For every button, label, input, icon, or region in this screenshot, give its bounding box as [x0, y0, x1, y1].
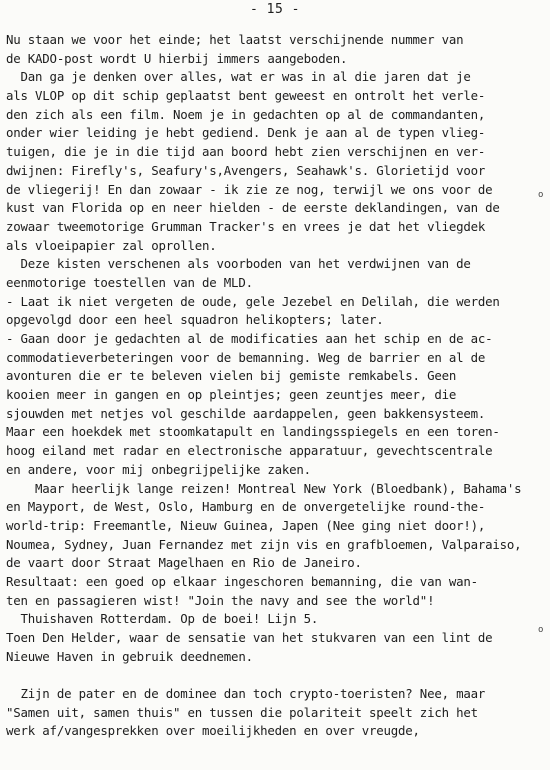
text-line: kooien meer in gangen en op pleintjes; geen zeuntjes meer, die — [6, 387, 457, 403]
text-line: den zich als een film. Noem je in gedachten op al de commandanten, — [6, 106, 486, 122]
text-line: Nu staan we voor het einde; het laatst verschijnende nummer van — [6, 32, 464, 47]
text-line: Thuishaven Rotterdam. Op de boei! Lijn 5. — [6, 611, 319, 627]
text-line: sjouwden met netjes vol geschilde aardappelen, geen bakkensysteem. — [6, 405, 486, 421]
text-line: als vloeipapier zal oprollen. — [6, 237, 217, 253]
text-line: eenmotorige toestellen van de MLD. — [6, 274, 253, 290]
text-line: "Samen uit, samen thuis" en tussen die polariteit speelt zich het — [6, 704, 478, 720]
body-text — [6, 31, 546, 741]
text-line: commodatieverbeteringen voor de bemanning. Weg de barrier en al de — [6, 349, 486, 365]
text-line: - Gaan door je gedachten al de modificaties aan het schip en de ac- — [6, 331, 493, 346]
text-line: Maar heerlijk lange reizen! Montreal New York (Bloedbank), Bahama's — [6, 480, 522, 496]
text-line: Maar een hoekdek met stoomkatapult en landingsspiegels en een toren- — [6, 424, 500, 440]
text-line: avonturen die er te beleven vielen bij gemiste remkabels. Geen — [6, 368, 457, 384]
paragraph-gap — [6, 666, 546, 685]
text-line: onder wier leiding je hebt gediend. Denk je aan al de typen vlieg- — [6, 125, 486, 141]
text-line: kust van Florida op en neer hielden - de eerste deklandingen, van de — [6, 200, 500, 216]
text-line: en Mayport, de West, Oslo, Hamburg en de onvergetelijke round-the- — [6, 499, 486, 515]
text-line: Nieuwe Haven in gebruik deednemen. — [6, 648, 253, 664]
text-line: de vaart door Straat Magelhaen en Rio de Janeiro. — [6, 555, 362, 571]
text-line: ten en passagieren wist! "Join the navy and see the world"! — [6, 592, 435, 608]
text-line: - Laat ik niet vergeten de oude, gele Jezebel en Delilah, die werden — [6, 293, 500, 309]
text-line: werk af/vangesprekken over moeilijkheden en over vreugde, — [6, 723, 420, 739]
text-line: world-trip: Freemantle, Nieuw Guinea, Japen (Nee ging niet door!), — [6, 517, 486, 533]
text-line: Dan ga je denken over alles, wat er was in al die jaren dat je — [6, 69, 471, 85]
text-line: Toen Den Helder, waar de sensatie van het stukvaren van een lint de — [6, 630, 493, 645]
text-line: Deze kisten verschenen als voorboden van het verdwijnen van de — [6, 256, 471, 272]
text-line: als VLOP op dit schip geplaatst bent geweest en ontrolt het verle- — [6, 88, 486, 104]
text-line: zowaar tweemotorige Grumman Tracker's en vrees je dat het vliegdek — [6, 218, 486, 234]
text-line: Noumea, Sydney, Juan Fernandez met zijn vis en grafbloemen, Valparaiso, — [6, 536, 522, 552]
text-line: de vliegerij! En dan zowaar - ik zie ze nog, terwijl we ons voor de — [6, 181, 493, 197]
text-line: Resultaat: een goed op elkaar ingeschoren bemanning, die van wan- — [6, 573, 478, 589]
text-line: dwijnen: Firefly's, Seafury's,Avengers, Seahawk's. Glorietijd voor — [6, 162, 486, 178]
text-line: hoog eiland met radar en electronische apparatuur, gevechtscentrale — [6, 443, 493, 459]
text-line: Zijn de pater en de dominee dan toch crypto-toeristen? Nee, maar — [6, 686, 486, 702]
margin-mark: o — [538, 625, 544, 635]
text-line: de KADO-post wordt U hierbij immers aangeboden. — [6, 50, 348, 66]
text-line: en andere, voor mij onbegrijpelijke zaken. — [6, 461, 311, 477]
page-number: - 15 - — [250, 2, 300, 17]
margin-mark: o — [538, 190, 544, 200]
text-line: opgevolgd door een heel squadron helikopters; later. — [6, 312, 384, 328]
text-line: tuigen, die je in die tijd aan boord hebt zien verschijnen en ver- — [6, 144, 486, 160]
